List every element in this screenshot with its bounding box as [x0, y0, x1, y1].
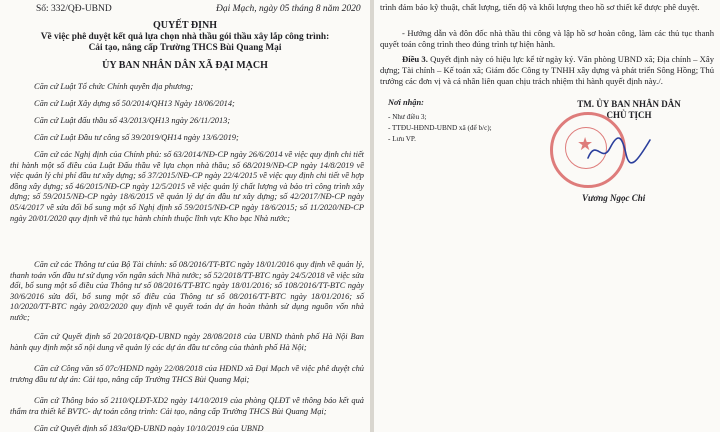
article2-bullet: - Hướng dẫn và đôn đốc nhà thầu thi công và lập hồ sơ hoàn công, làm các thủ tục thanh quyết toán công trình theo đúng trình tự hiện hành.: [380, 28, 714, 49]
basis-paragraph: Căn cứ các Thông tư của Bộ Tài chính: số 08/2016/TT-BTC ngày 18/01/2016 quy định về quản lý, thanh toán vốn đầu tư sử dụng vốn ngân sách Nhà nước; số 52/2018/TT-BTC ngày 24/5/2018 về việc sửa đổi, bổ sung một số điều của Thông tư số 08/2016/TT-BTC ngày 18/01/2016; số 108/2016/TT-BTC ngày 30/6/2016 sửa đổi, bổ sung một số điều của Thông tư số 08/2016/TT-BTC ngày 18/01/2016; số 10/2020/TT-BTC ngày 20/02/2020 quy định về quyết toán dự án hoàn thành sử dụng nguồn vốn nhà nước;: [10, 260, 364, 322]
basis-paragraph: Căn cứ Luật Đầu tư công số 39/2019/QH14 ngày 13/6/2019;: [34, 133, 239, 142]
subject-line-1: Về việc phê duyệt kết quả lựa chọn nhà thầu gói thầu xây lắp công trình:: [40, 32, 330, 42]
document-number: Số: 332/QĐ-UBND: [36, 4, 112, 14]
recipient-item: - TTĐU-HĐND-UBND xã (để b/c);: [388, 124, 492, 132]
signer-name: Vương Ngọc Chi: [582, 193, 646, 203]
decision-subject: [10, 32, 360, 54]
basis-paragraph: Căn cứ Luật Xây dựng số 50/2014/QH13 Ngày 18/06/2014;: [34, 99, 235, 108]
recipient-item: - Như điều 3;: [388, 113, 427, 121]
document-date: Đại Mạch, ngày 05 tháng 8 năm 2020: [216, 4, 361, 14]
basis-paragraph: Căn cứ Luật Tổ chức Chính quyền địa phương;: [34, 82, 194, 91]
signer-position: CHỦ TỊCH: [606, 110, 652, 120]
article3-paragraph: [380, 54, 714, 87]
basis-paragraph: Căn cứ Quyết định số 20/2018/QĐ-UBND ngày 28/08/2018 của UBND thành phố Hà Nội Ban hành quy định một số nội dung về quản lý các dự án đầu tư công của thành phố Hà Nội;: [10, 332, 364, 352]
recipient-item: - Lưu VP.: [388, 135, 416, 143]
star-icon: ★: [577, 134, 594, 154]
right-page: [374, 0, 720, 432]
article2-continuation: trình đảm bảo kỹ thuật, chất lượng, tiến độ và khối lượng theo hồ sơ thiết kế được phê duyệt.: [380, 2, 700, 12]
decision-title: QUYẾT ĐỊNH: [153, 20, 217, 31]
authority-heading: ỦY BAN NHÂN DÂN XÃ ĐẠI MẠCH: [102, 60, 268, 71]
recipients-list: [388, 112, 492, 145]
subject-line-2: Cải tạo, nâng cấp Trường THCS Bùi Quang Mại: [88, 43, 282, 53]
signer-title: TM. ỦY BAN NHÂN DÂN: [577, 99, 681, 109]
basis-paragraph: Căn cứ Luật đấu thầu số 43/2013/QH13 ngày 26/11/2013;: [34, 116, 231, 125]
article3-label: Điều 3.: [402, 54, 428, 64]
article3-text: Quyết định này có hiệu lực kể từ ngày ký. Văn phòng UBND xã; Địa chính – Xây dựng; Tài chính – Kế toán xã; Giám đốc Công ty TNHH xây dựng và phát triển Sông Hồng; Thủ trưởng các đơn vị và cá nhân liên quan chịu trách nhiệm thi hành quyết định này./.: [380, 54, 714, 86]
recipients-label: Nơi nhận:: [388, 98, 424, 107]
basis-paragraph: Căn cứ các Nghị định của Chính phủ: số 63/2014/NĐ-CP ngày 26/6/2014 về việc quy định chi tiết thi hành một số điều của Luật Đấu thầu về lựa chọn nhà thầu; số 68/2019/NĐ-CP ngày 14/8/2019 về việc quản lý chi phí đầu tư xây dựng; số 37/2015/NĐ-CP ngày 22/4/2015 về việc quy định chi tiết về hợp đồng xây dựng; số 46/2015/NĐ-CP ngày 12/5/2015 về việc quản lý chất lượng và bảo trì công trình xây dựng; số 59/2015/NĐ-CP ngày 18/6/2015 về quản lý dự án đầu tư xây dựng; số 42/2017/NĐ-CP ngày 05/4/2017 về sửa đổi bổ sung một số Nghị định số 59/2015/NĐ-CP ngày 18/6/2015; số 11/2020/NĐ-CP ngày 20/01/2020 quy định về thủ tục hành chính thuộc lĩnh vực Kho bạc Nhà nước;: [10, 150, 364, 223]
basis-paragraph: Căn cứ Quyết định số 183a/QĐ-UBND ngày 10/10/2019 của UBND: [34, 424, 264, 432]
basis-paragraph: Căn cứ Công văn số 07c/HĐND ngày 22/08/2018 của HĐND xã Đại Mạch về việc phê duyệt chủ trương đầu tư dự án: Cải tạo, nâng cấp Trường THCS Bùi Quang Mại;: [10, 364, 364, 384]
basis-paragraph: Căn cứ Thông báo số 2110/QLĐT-XD2 ngày 14/10/2019 của phòng QLĐT về thông báo kết quả thẩm tra thiết kế BVTC- dự toán công trình: Cải tạo, nâng cấp Trường THCS Bùi Quang Mại;: [10, 396, 364, 416]
signature: [584, 130, 654, 170]
